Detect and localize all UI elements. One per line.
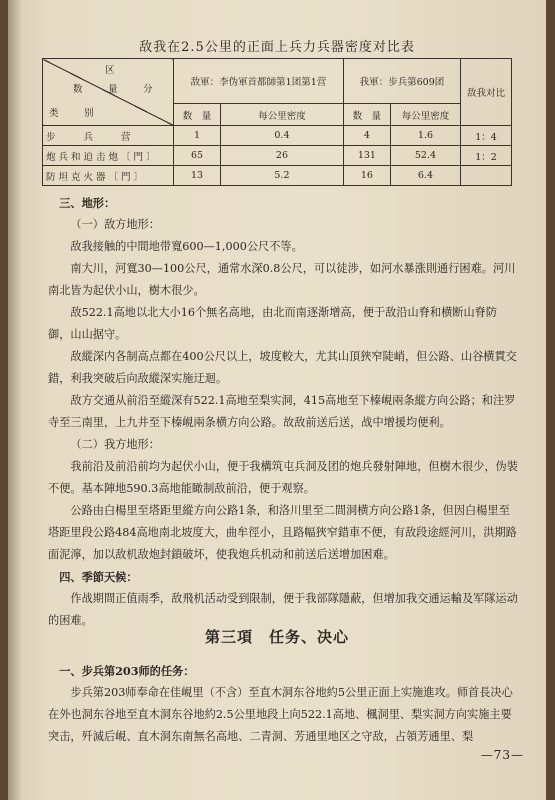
- cell: 1.6: [390, 126, 460, 146]
- paragraph: 敌方交通从前沿至縱深有522.1高地至梨实洞，415高地至下榛峴兩条縱方向公路；和注罗寺至三南里，上九井至下榛峴兩条横方向公路。故敌前送后送，战中增援均便利。: [48, 394, 516, 429]
- cell: 5.2: [221, 166, 344, 186]
- cell: 52.4: [390, 146, 460, 166]
- row-label: 防坦克火器〔門〕: [43, 166, 174, 186]
- cell: 1：4: [461, 126, 512, 146]
- cell: 16: [343, 166, 390, 186]
- table-corner-cell: [43, 59, 174, 126]
- enemy-qty-header: 数 量: [174, 104, 221, 126]
- cell: 65: [174, 146, 221, 166]
- table-row: [43, 146, 512, 166]
- enemy-density-header: 每公里密度: [221, 104, 344, 126]
- heading-season: 四、季節天候：: [59, 570, 138, 584]
- cell: 0.4: [221, 126, 344, 146]
- lower-text: [48, 660, 518, 748]
- page-number: —73—: [480, 748, 524, 762]
- ours-qty-header: 数 量: [343, 104, 390, 126]
- section-title: 第三項 任务、决心: [204, 628, 349, 646]
- cell: 131: [343, 146, 390, 166]
- heading-enemy-terrain: （一）敌方地形：: [70, 218, 160, 231]
- row-label: 炮兵和迫击炮〔門〕: [43, 146, 174, 166]
- paragraph: 公路由白楊里至塔距里縱方向公路1条，和洛川里至二間洞横方向公路1条，但因白楊里至塔距里段公路484高地南北坡度大，曲牟徑小，且路幅狹窄錯車不便，有敌段途經河川，洪期路面泥濘，加以敌机敌炮封鎖破坏，使我炮兵机动和前送后送增加困难。: [48, 504, 517, 561]
- cell: 1: [174, 126, 221, 146]
- cell: [461, 166, 512, 186]
- paragraph: 敌縱深内各制高点都在400公尺以上，坡度較大，尤其山頂狹窄陡峭，但公路、山谷横貫交錯，利我突破后向敌縱深实施迂迴。: [48, 350, 517, 385]
- heading-task: 一、步兵第203师的任务：: [59, 664, 195, 678]
- book-page: [8, 0, 546, 800]
- heading-our-terrain: （二）我方地形：: [70, 438, 160, 451]
- paragraph: 敌我接触的中間地带寬600—1,000公尺不等。: [70, 240, 303, 253]
- paragraph: 南大川，河寬30—100公尺，通常水深0.8公尺，可以徒涉，如河水暴涨則通行困难。河川南北皆为起伏小山，樹木很少。: [48, 262, 516, 297]
- corner-label-bottom: 类 别: [49, 108, 102, 119]
- paragraph: 步兵第203师奉命在佳峴里（不含）至直木洞东谷地約5公里正面上实施進攻。师首長决心在外也洞东谷地至直木洞东谷地約2.5公里地段上向522.1高地、楓洞里、梨实洞方向实施主要突击，歼滅后峴、直木洞东南無名高地、二青洞、芳通里地区之守敌，占領芳通里、梨: [48, 686, 513, 743]
- corner-label-top: 区: [105, 65, 123, 76]
- cell: 6.4: [390, 166, 460, 186]
- heading-terrain: 三、地形：: [59, 196, 116, 210]
- ratio-header: 敌我对比: [461, 59, 512, 126]
- table-row: [43, 126, 512, 146]
- paragraph: 我前沿及前沿前均为起伏小山，便于我構筑屯兵洞及团的炮兵發射陣地，但樹木很少，伪裝不便。基本陣地590.3高地能瞰制敌前沿，便于观察。: [48, 460, 518, 495]
- ours-density-header: 每公里密度: [390, 104, 460, 126]
- table-title: 敌我在2.5公里的正面上兵力兵器密度对比表: [139, 40, 415, 55]
- cell: 4: [343, 126, 390, 146]
- page-fold-shadow: [8, 0, 22, 800]
- comparison-table: [42, 58, 512, 186]
- corner-label-mid: 数 量 分: [73, 84, 161, 95]
- paragraph: 作战期間正值雨季，敌飛机活动受到限制，便于我部隊隱蔽，但增加我交通运輸及军隊运动的困难。: [48, 592, 518, 627]
- cell: 26: [221, 146, 344, 166]
- ours-header: 我軍：步兵第609团: [343, 59, 460, 104]
- main-text: [48, 192, 518, 632]
- cell: 1：2: [461, 146, 512, 166]
- paragraph: 敌522.1高地以北大小16个無名高地，由北而南逐渐增高，便于敌沿山脊和横断山脊防御，山山据守。: [48, 306, 498, 341]
- enemy-header: 敌軍：李伪軍首都師第1团第1营: [174, 59, 344, 104]
- row-label: 步 兵 营: [43, 126, 174, 146]
- cell: 13: [174, 166, 221, 186]
- table-row: [43, 166, 512, 186]
